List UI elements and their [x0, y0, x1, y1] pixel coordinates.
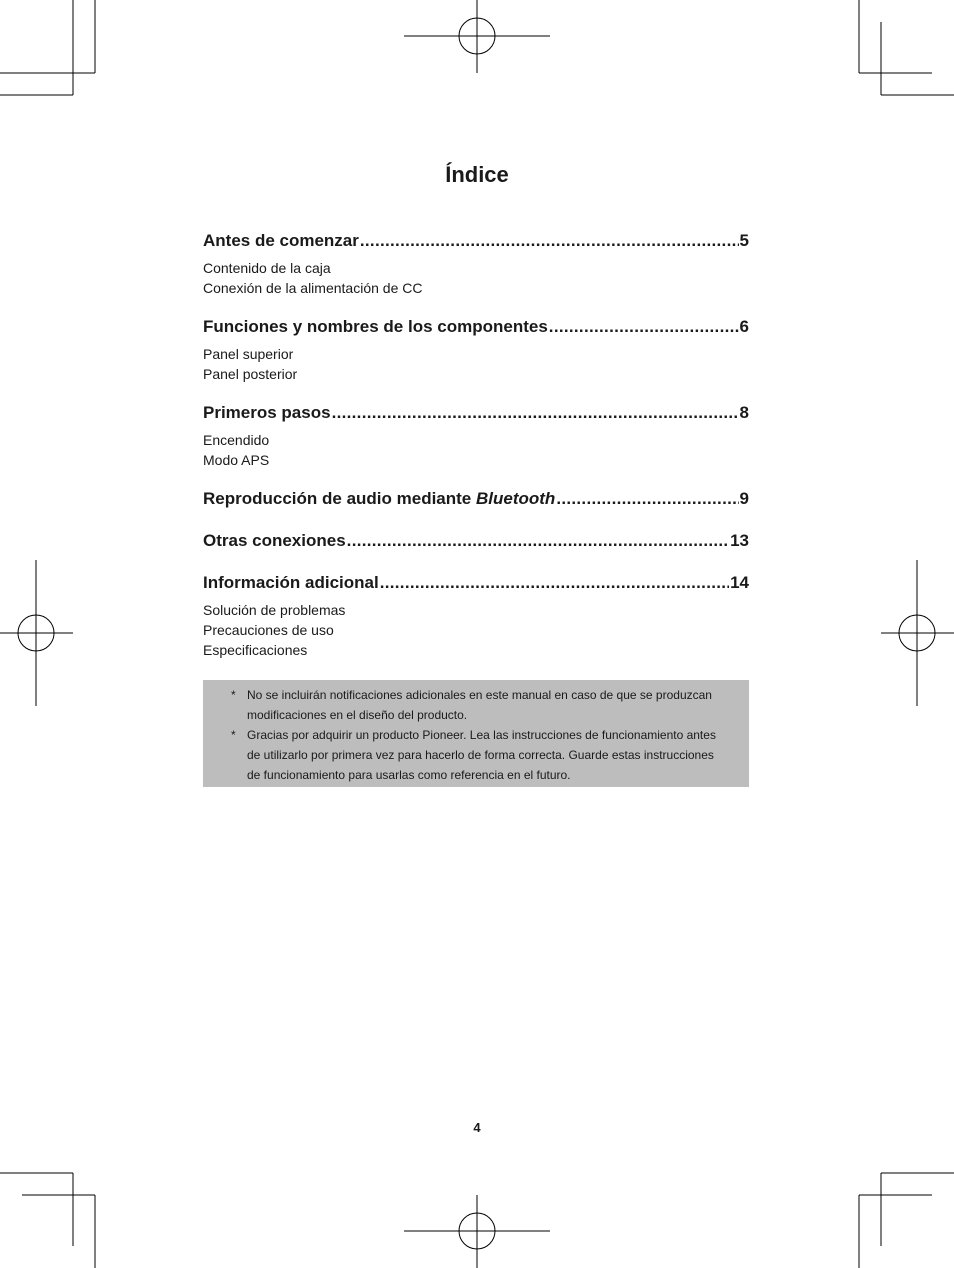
toc-subentry[interactable]: Especificaciones [203, 642, 308, 658]
toc-subentries [203, 344, 749, 384]
toc-entry-title: Funciones y nombres de los componentes [203, 317, 548, 336]
toc-entry-link[interactable] [203, 528, 749, 554]
toc-subentry[interactable]: Contenido de la caja [203, 260, 331, 276]
toc-entry-page: 14 [730, 573, 749, 592]
toc-subentries [203, 430, 749, 470]
page-title: Índice [445, 162, 509, 187]
toc-entry-title: Información adicional [203, 573, 379, 592]
toc-subentry[interactable]: Panel posterior [203, 366, 298, 382]
toc-entry-title: Primeros pasos [203, 403, 331, 422]
toc-entry-page: 9 [739, 489, 749, 508]
table-of-contents [203, 228, 749, 676]
toc-entry-link[interactable] [203, 400, 749, 426]
dot-leader [332, 400, 739, 426]
toc-entry-title-italic: Bluetooth [475, 489, 556, 508]
page-number: 4 [473, 1120, 481, 1135]
toc-entry-page: 6 [739, 317, 749, 336]
toc-entry-link[interactable] [203, 314, 749, 340]
notice-item [231, 725, 729, 785]
asterisk-bullet: * [231, 688, 236, 702]
dot-leader [347, 528, 729, 554]
toc-entry [203, 528, 749, 554]
toc-subentries [203, 258, 749, 298]
toc-entry [203, 228, 749, 298]
notice-item [231, 685, 729, 725]
toc-subentry[interactable]: Solución de problemas [203, 602, 346, 618]
toc-entry-title: Antes de comenzar [203, 231, 359, 250]
notice-box [203, 680, 749, 787]
toc-subentry[interactable]: Panel superior [203, 346, 294, 362]
asterisk-bullet: * [231, 728, 236, 742]
toc-entry-link[interactable] [203, 486, 749, 512]
notice-text: No se incluirán notificaciones adicionales en este manual en caso de que se produzcan modificaciones en el diseño del producto. [247, 688, 712, 722]
toc-subentry[interactable]: Conexión de la alimentación de CC [203, 280, 423, 296]
toc-entry [203, 486, 749, 512]
toc-entry-page: 13 [730, 531, 749, 550]
toc-entry-page: 5 [739, 231, 749, 250]
toc-subentries [203, 600, 749, 660]
toc-entry-title-text: Reproducción de audio mediante [203, 489, 476, 508]
toc-subentry[interactable]: Encendido [203, 432, 270, 448]
toc-subentry[interactable]: Modo APS [203, 452, 270, 468]
toc-subentry[interactable]: Precauciones de uso [203, 622, 334, 638]
dot-leader [380, 570, 729, 596]
toc-entry [203, 400, 749, 470]
dot-leader [360, 228, 739, 254]
toc-entry [203, 570, 749, 660]
toc-entry-page: 8 [739, 403, 749, 422]
dot-leader [549, 314, 739, 340]
toc-entry-link[interactable] [203, 228, 749, 254]
toc-entry [203, 314, 749, 384]
dot-leader [556, 486, 738, 512]
toc-entry-title: Otras conexiones [203, 531, 346, 550]
notice-text: Gracias por adquirir un producto Pioneer. Lea las instrucciones de funcionamiento antes de utilizarlo por primera vez para hacerlo de forma correcta. Guarde estas instrucciones de funcionamiento para usarlas como referencia en el futuro. [247, 728, 716, 782]
toc-entry-link[interactable] [203, 570, 749, 596]
toc-entry-title [203, 486, 555, 512]
